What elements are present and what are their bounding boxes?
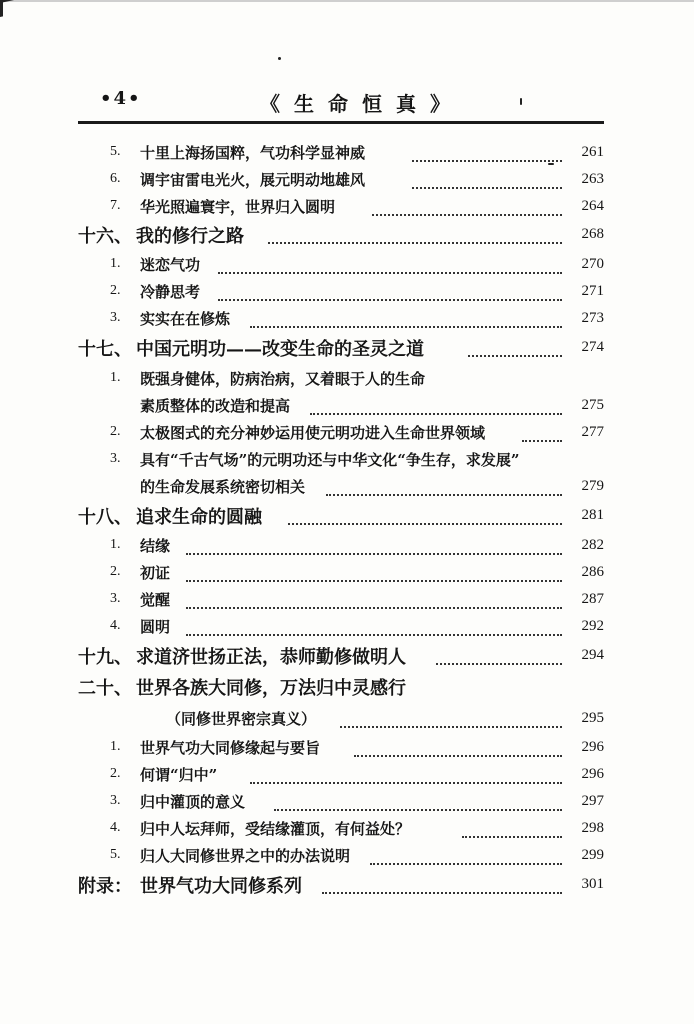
- entry-title: 追求生命的圆融: [136, 507, 262, 528]
- entry-title: 世界各族大同修，万法归中灵感行: [136, 678, 406, 699]
- dot-leader: [218, 283, 562, 301]
- scan-top-edge: [0, 0, 694, 2]
- entry-page: 282: [581, 537, 604, 553]
- entry-page: 270: [581, 256, 604, 272]
- entry-page: 271: [581, 283, 604, 299]
- entry-number: 5.: [110, 144, 121, 159]
- entry-page: 264: [581, 198, 604, 214]
- dot-leader: [326, 478, 562, 496]
- entry-number: 2.: [110, 424, 121, 439]
- entry-number: 2.: [110, 564, 121, 579]
- toc-entry: [78, 306, 604, 334]
- entry-number: 1.: [110, 537, 121, 552]
- toc-entry: [78, 222, 604, 250]
- dot-leader: [522, 424, 562, 442]
- toc-entry: [78, 762, 604, 790]
- toc-entry: [78, 503, 604, 531]
- toc-entry: [78, 789, 604, 817]
- entry-title: 求道济世扬正法，恭师勤修做明人: [136, 647, 406, 668]
- entry-number: 十九、: [78, 647, 132, 668]
- toc-entry: [78, 816, 604, 844]
- entry-number: 1.: [110, 256, 121, 271]
- running-header: [100, 88, 620, 118]
- toc-entry: [78, 674, 604, 702]
- dot-leader: [462, 820, 562, 838]
- dot-leader: [436, 647, 562, 665]
- entry-number: 十七、: [78, 339, 132, 360]
- entry-page: 279: [581, 478, 604, 494]
- book-title: 《生命恒真》: [260, 92, 464, 116]
- entry-page: 261: [581, 144, 604, 160]
- entry-title: 冷静思考: [140, 283, 201, 301]
- dot-leader: [218, 256, 562, 274]
- entry-title: （同修世界密宗真义）: [166, 710, 317, 728]
- entry-number: 3.: [110, 793, 121, 808]
- toc-entry: [78, 474, 604, 502]
- entry-number: 二十、: [78, 678, 132, 699]
- entry-title: 十里上海扬国粹，气功科学显神威: [140, 144, 366, 162]
- toc-entry: [78, 587, 604, 615]
- entry-title: 世界气功大同修系列: [140, 876, 302, 897]
- toc-entry: [78, 872, 604, 900]
- entry-page: 296: [581, 739, 604, 755]
- entry-number: 1.: [110, 370, 121, 385]
- entry-number: 4.: [110, 820, 121, 835]
- toc-entry: [78, 194, 604, 222]
- entry-number: 7.: [110, 198, 121, 213]
- entry-title: 中国元明功——改变生命的圣灵之道: [136, 339, 424, 360]
- dot-leader: [250, 310, 562, 328]
- entry-title: 具有“千古气场”的元明功还与中华文化“争生存，求发展”: [140, 451, 520, 469]
- toc-entry: [78, 447, 604, 475]
- entry-title: 归人大同修世界之中的办法说明: [140, 847, 351, 865]
- dot-leader: [186, 618, 562, 636]
- scan-speck: [278, 57, 281, 60]
- entry-page: 298: [581, 820, 604, 836]
- entry-title: 何谓“归中”: [140, 766, 218, 784]
- entry-title: 世界气功大同修缘起与要旨: [140, 739, 321, 757]
- entry-title: 实实在在修炼: [140, 310, 231, 328]
- entry-number: 1.: [110, 739, 121, 754]
- entry-title: 素质整体的改造和提高: [140, 397, 291, 415]
- entry-page: 301: [581, 876, 604, 892]
- dot-leader: [354, 739, 562, 757]
- dot-leader: [274, 793, 562, 811]
- dot-leader: [372, 198, 562, 216]
- scan-corner-mark: [0, 0, 43, 17]
- entry-page: 296: [581, 766, 604, 782]
- entry-number: 附录：: [78, 876, 132, 897]
- entry-title: 的生命发展系统密切相关: [140, 478, 306, 496]
- dot-leader: [268, 226, 562, 244]
- dot-leader: [186, 564, 562, 582]
- dot-leader: [322, 876, 562, 894]
- toc-entry: [78, 843, 604, 871]
- entry-number: 2.: [110, 283, 121, 298]
- entry-title: 华光照遍寰宇，世界归入圆明: [140, 198, 336, 216]
- dot-leader: [186, 591, 562, 609]
- toc-entry: [78, 643, 604, 671]
- entry-page: 287: [581, 591, 604, 607]
- toc-entry: [78, 735, 604, 763]
- dot-leader: [412, 171, 562, 189]
- entry-number: 2.: [110, 766, 121, 781]
- toc-entry: [78, 252, 604, 280]
- entry-page: 277: [581, 424, 604, 440]
- entry-page: 274: [581, 339, 604, 355]
- entry-title: 初证: [140, 564, 171, 582]
- entry-page: 263: [581, 171, 604, 187]
- toc-entry: [78, 366, 604, 394]
- entry-page: 299: [581, 847, 604, 863]
- entry-title: 迷恋气功: [140, 256, 201, 274]
- toc-entry: [78, 335, 604, 363]
- entry-title: 圆明: [140, 618, 171, 636]
- entry-page: 292: [581, 618, 604, 634]
- page-number: •4•: [100, 88, 142, 109]
- entry-title: 归中人坛拜师，受结缘灌顶，有何益处？: [140, 820, 411, 838]
- entry-title: 结缘: [140, 537, 171, 555]
- entry-page: 294: [581, 647, 604, 663]
- toc-entry: [78, 420, 604, 448]
- toc-entry: [78, 140, 604, 168]
- entry-page: 297: [581, 793, 604, 809]
- entry-page: 273: [581, 310, 604, 326]
- toc-entry: [78, 706, 604, 734]
- entry-page: 286: [581, 564, 604, 580]
- entry-number: 6.: [110, 171, 121, 186]
- toc-entry: [78, 614, 604, 642]
- entry-title: 归中灌顶的意义: [140, 793, 246, 811]
- toc-entry: [78, 533, 604, 561]
- entry-title: 我的修行之路: [136, 226, 244, 247]
- header-rule: [78, 121, 604, 124]
- entry-number: 十六、: [78, 226, 132, 247]
- entry-page: 281: [581, 507, 604, 523]
- entry-page: 275: [581, 397, 604, 413]
- toc-entry: [78, 560, 604, 588]
- entry-title: 既强身健体，防病治病，又着眼于人的生命: [140, 370, 426, 388]
- entry-title: 太极图式的充分神妙运用使元明功进入生命世界领域: [140, 424, 486, 442]
- toc-entry: [78, 393, 604, 421]
- entry-number: 3.: [110, 451, 121, 466]
- dot-leader: [412, 144, 562, 162]
- dot-leader: [250, 766, 562, 784]
- dot-leader: [288, 507, 562, 525]
- entry-number: 5.: [110, 847, 121, 862]
- entry-number: 4.: [110, 618, 121, 633]
- toc-entry: [78, 279, 604, 307]
- entry-page: 295: [581, 710, 604, 726]
- entry-number: 3.: [110, 310, 121, 325]
- toc-entry: [78, 167, 604, 195]
- entry-number: 十八、: [78, 507, 132, 528]
- dot-leader: [340, 710, 562, 728]
- entry-title: 调宇宙雷电光火，展元明动地雄风: [140, 171, 366, 189]
- dot-leader: [310, 397, 562, 415]
- entry-title: 觉醒: [140, 591, 171, 609]
- dot-leader: [370, 847, 562, 865]
- dot-leader: [468, 339, 562, 357]
- entry-number: 3.: [110, 591, 121, 606]
- entry-page: 268: [581, 226, 604, 242]
- dot-leader: [186, 537, 562, 555]
